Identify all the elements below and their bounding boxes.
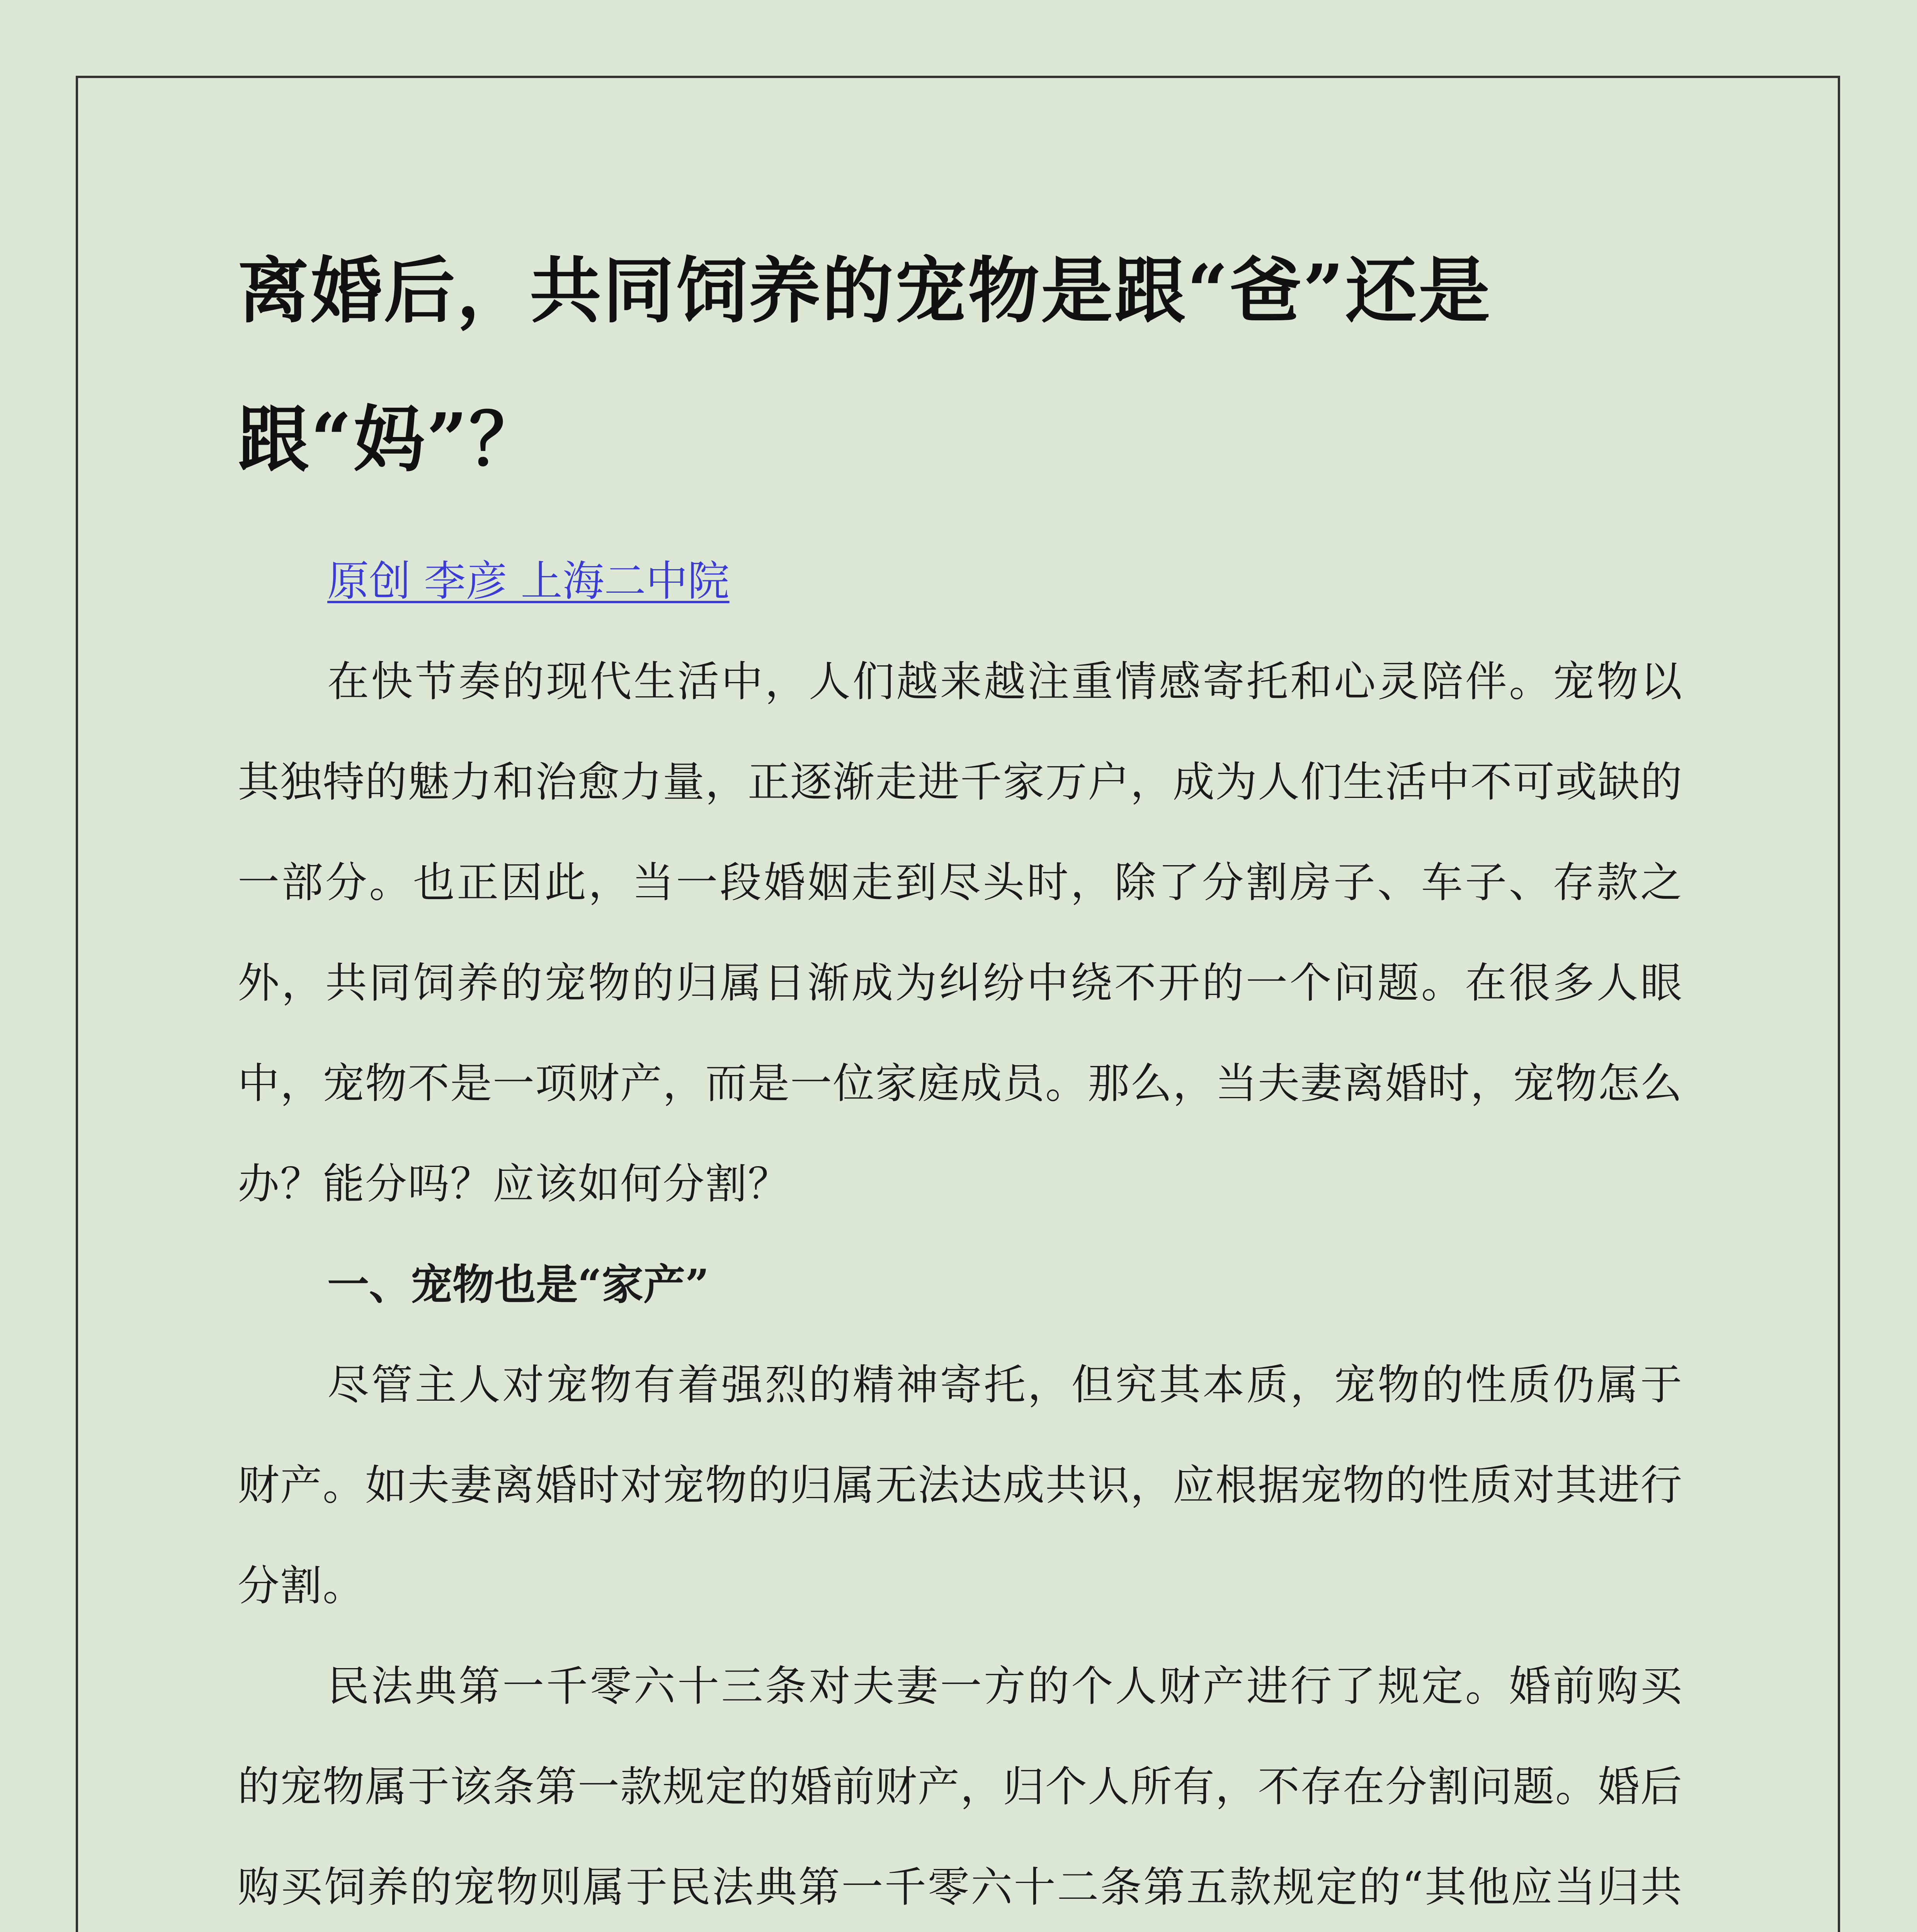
paragraph-pet-property: 尽管主人对宠物有着强烈的精神寄托，但究其本质，宠物的性质仍属于财产。如夫妻离婚时对宠物的归属无法达成共识，应根据宠物的性质对其进行分割。	[238, 1361, 1683, 1610]
paragraph-intro: 在快节奏的现代生活中，人们越来越注重情感寄托和心灵陪伴。宠物以其独特的魅力和治愈力量，正逐渐走进千家万户，成为人们生活中不可或缺的一部分。也正因此，当一段婚姻走到尽头时，除了分割房子、车子、存款之外，共同饲养的宠物的归属日渐成为纠纷中绕不开的一个问题。在很多人眼中，宠物不是一项财产，而是一位家庭成员。那么，当夫妻离婚时，宠物怎么办？能分吗？应该如何分割？	[238, 658, 1683, 1208]
article-title: 离婚后，共同饲养的宠物是跟“爸”还是跟“妈”？	[238, 248, 1492, 481]
author-link[interactable]: 原创 李彦 上海二中院	[327, 557, 730, 605]
paragraph-civil-code: 民法典第一千零六十三条对夫妻一方的个人财产进行了规定。婚前购买的宠物属于该条第一款规定的婚前财产，归个人所有，不存在分割问题。婚后购买饲养的宠物则属于民法典第一千零六十二条第五款规定的“其他应当归共	[238, 1662, 1683, 1912]
article-byline	[238, 531, 1683, 632]
section-heading-1: 一、宠物也是“家产”	[327, 1260, 709, 1309]
article-body	[238, 216, 1683, 1932]
